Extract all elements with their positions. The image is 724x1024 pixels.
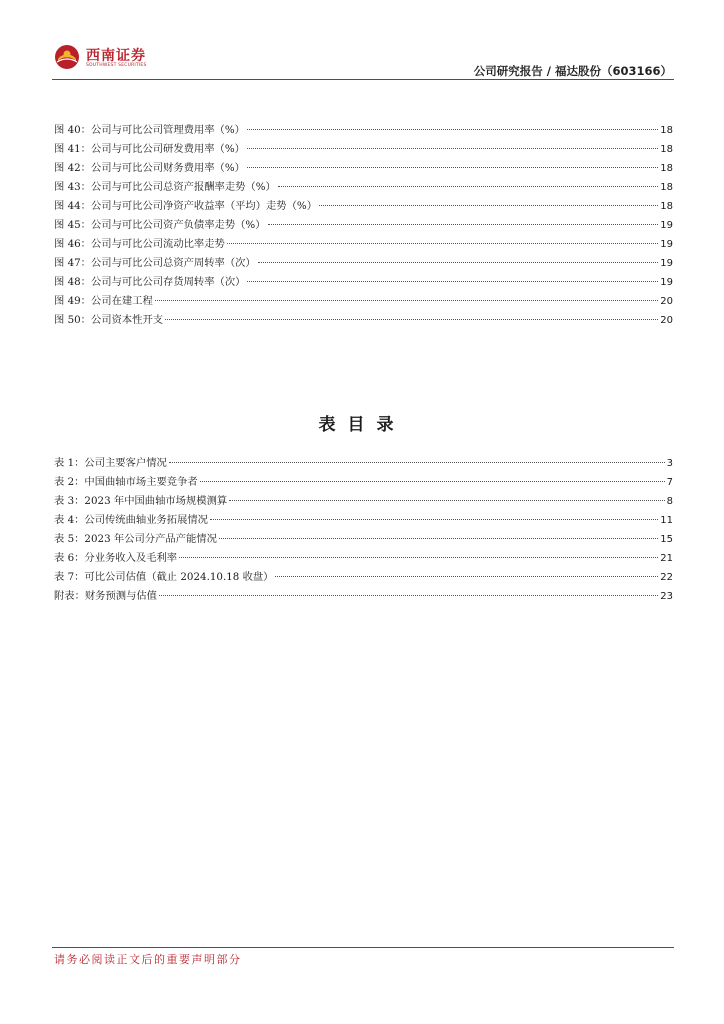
toc-leader xyxy=(159,595,658,596)
toc-leader xyxy=(179,557,658,558)
toc-entry-page: 20 xyxy=(660,296,673,307)
toc-entry[interactable] xyxy=(54,273,673,292)
toc-leader xyxy=(169,462,665,463)
toc-entry[interactable] xyxy=(54,178,673,197)
toc-entry-label: 表 2：中国曲轴市场主要竞争者 xyxy=(54,476,198,488)
toc-entry-label: 附表：财务预测与估值 xyxy=(54,590,157,602)
page-header xyxy=(0,0,724,82)
toc-entry-label: 图 50：公司资本性开支 xyxy=(54,314,164,326)
toc-entry-page: 21 xyxy=(660,553,673,564)
toc-entry-page: 18 xyxy=(660,163,673,174)
toc-entry-label: 图 42：公司与可比公司财务费用率（%） xyxy=(54,162,245,174)
logo-text-en: SOUTHWEST SECURITIES xyxy=(86,63,147,68)
toc-entry-page: 11 xyxy=(660,515,673,526)
toc-entry-label: 图 43：公司与可比公司总资产报酬率走势（%） xyxy=(54,181,276,193)
toc-entry[interactable] xyxy=(54,292,673,311)
header-divider xyxy=(52,79,674,80)
figure-list xyxy=(54,121,673,330)
disclaimer-notice: 请务必阅读正文后的重要声明部分 xyxy=(54,953,242,966)
toc-entry[interactable] xyxy=(54,473,673,492)
toc-leader xyxy=(219,538,658,539)
toc-leader xyxy=(258,262,659,263)
toc-entry-label: 图 48：公司与可比公司存货周转率（次） xyxy=(54,276,246,288)
toc-entry-label: 表 1：公司主要客户情况 xyxy=(54,457,167,469)
logo-text-cn: 西南证券 xyxy=(86,48,146,64)
toc-entry[interactable] xyxy=(54,216,673,235)
toc-entry-page: 15 xyxy=(660,534,673,545)
toc-entry-page: 7 xyxy=(666,477,673,488)
toc-entry-page: 23 xyxy=(660,591,673,602)
toc-leader xyxy=(210,519,658,520)
toc-entry[interactable] xyxy=(54,530,673,549)
toc-leader xyxy=(227,243,658,244)
toc-entry[interactable] xyxy=(54,511,673,530)
toc-leader xyxy=(247,148,658,149)
company-logo xyxy=(54,44,174,74)
toc-entry-page: 18 xyxy=(660,182,673,193)
toc-entry[interactable] xyxy=(54,140,673,159)
toc-leader xyxy=(275,576,658,577)
toc-entry-label: 表 6：分业务收入及毛利率 xyxy=(54,552,178,564)
toc-entry-page: 19 xyxy=(660,258,673,269)
toc-entry[interactable] xyxy=(54,197,673,216)
toc-entry[interactable] xyxy=(54,568,673,587)
southwest-securities-logo-icon xyxy=(54,44,80,70)
toc-entry-page: 22 xyxy=(660,572,673,583)
toc-entry-label: 图 44：公司与可比公司净资产收益率（平均）走势（%） xyxy=(54,200,317,212)
toc-leader xyxy=(247,129,658,130)
toc-entry-label: 表 7：可比公司估值（截止 2024.10.18 收盘） xyxy=(54,571,274,583)
toc-leader xyxy=(247,167,658,168)
toc-entry-page: 19 xyxy=(660,277,673,288)
report-title: 公司研究报告 / 福达股份（603166） xyxy=(473,64,672,78)
toc-entry-page: 3 xyxy=(666,458,673,469)
toc-entry-label: 图 41：公司与可比公司研发费用率（%） xyxy=(54,143,245,155)
toc-leader xyxy=(278,186,658,187)
toc-entry-page: 18 xyxy=(660,144,673,155)
toc-entry[interactable] xyxy=(54,454,673,473)
toc-entry-page: 18 xyxy=(660,201,673,212)
toc-entry[interactable] xyxy=(54,254,673,273)
toc-entry-label: 图 45：公司与可比公司资产负债率走势（%） xyxy=(54,219,266,231)
toc-entry-page: 8 xyxy=(666,496,673,507)
toc-leader xyxy=(165,319,658,320)
table-index-title: 表目录 xyxy=(318,415,406,435)
toc-entry[interactable] xyxy=(54,121,673,140)
toc-entry-label: 表 4：公司传统曲轴业务拓展情况 xyxy=(54,514,208,526)
toc-entry-page: 18 xyxy=(660,125,673,136)
toc-entry[interactable] xyxy=(54,549,673,568)
toc-entry[interactable] xyxy=(54,587,673,606)
toc-leader xyxy=(247,281,658,282)
toc-entry-label: 图 49：公司在建工程 xyxy=(54,295,153,307)
toc-leader xyxy=(229,500,664,501)
toc-entry-label: 表 3：2023 年中国曲轴市场规模测算 xyxy=(54,495,228,507)
footer-divider xyxy=(52,947,674,948)
toc-entry[interactable] xyxy=(54,492,673,511)
toc-entry-label: 图 46：公司与可比公司流动比率走势 xyxy=(54,238,225,250)
toc-entry-page: 19 xyxy=(660,220,673,231)
toc-entry-label: 图 40：公司与可比公司管理费用率（%） xyxy=(54,124,245,136)
toc-entry[interactable] xyxy=(54,159,673,178)
toc-entry-page: 20 xyxy=(660,315,673,326)
toc-leader xyxy=(319,205,658,206)
toc-entry-label: 表 5：2023 年公司分产品产能情况 xyxy=(54,533,217,545)
toc-leader xyxy=(268,224,659,225)
toc-leader xyxy=(155,300,659,301)
toc-entry[interactable] xyxy=(54,311,673,330)
toc-entry-page: 19 xyxy=(660,239,673,250)
toc-leader xyxy=(200,481,665,482)
toc-entry[interactable] xyxy=(54,235,673,254)
toc-entry-label: 图 47：公司与可比公司总资产周转率（次） xyxy=(54,257,256,269)
table-list xyxy=(54,454,673,606)
